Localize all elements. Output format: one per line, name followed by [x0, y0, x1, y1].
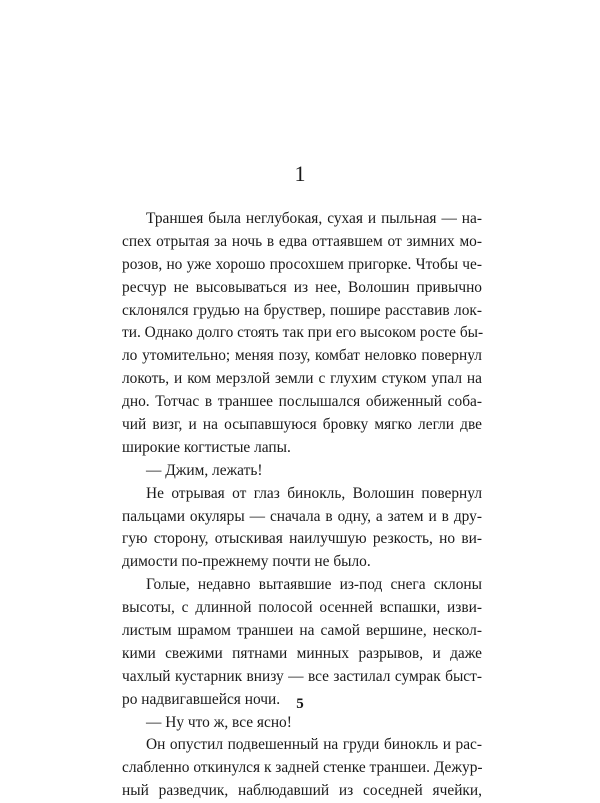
chapter-number: 1: [294, 161, 306, 186]
text-line: димости по-прежнему почти не было.: [122, 553, 371, 571]
text-line: слабленно откинулся к задней стенке траншеи. Дежур-: [122, 759, 483, 777]
text-line: — Джим, лежать!: [146, 461, 263, 479]
text-line: ро надвигавшейся ночи.: [122, 690, 281, 708]
text-line: Траншея была неглубокая, сухая и пыльная — на-: [146, 210, 482, 227]
text-line: ный разведчик, наблюдавший из соседней ячейки,: [122, 782, 482, 800]
page-number: 5: [296, 696, 304, 712]
text-line: широкие когтистые лапы.: [122, 438, 291, 456]
text-line: высоты, с длинной полосой осенней вспашки, изви-: [122, 599, 482, 617]
text-line: дно. Тотчас в траншее послышался обиженный соба-: [122, 393, 482, 411]
text-line: спех отрытая за ночь в едва оттаявшем от зимних мо-: [122, 232, 482, 250]
text-line: гую сторону, отыскивая наилучшую резкость, но ви-: [122, 530, 482, 548]
text-line: ресчур не высовываться из нее, Волошин привычно: [122, 278, 482, 296]
text-line: локоть, и ком мерзлой земли с глухим стуком упал на: [122, 370, 482, 388]
text-line: Голые, недавно вытаявшие из-под снега склоны: [146, 576, 482, 594]
text-line: Не отрывая от глаз бинокль, Волошин повернул: [146, 484, 482, 502]
text-line: чахлый кустарник внизу — все застилал сумрак быст-: [122, 667, 482, 685]
text-line: листым шрамом траншеи на самой вершине, нескол-: [122, 622, 482, 640]
text-line: пальцами окуляры — сначала в одну, а затем и в дру-: [122, 507, 482, 525]
text-line: склонялся грудью на бруствер, пошире расставив лок-: [122, 301, 482, 319]
text-line: чий визг, и на осыпавшуюся бровку мягко легли две: [122, 416, 482, 434]
text-line: розов, но уже хорошо просохшем пригорке. Чтобы че-: [122, 255, 482, 273]
text-line: ти. Однако долго стоять так при его высоком росте бы-: [122, 324, 484, 342]
text-line: кими свежими пятнами минных разрывов, и даже: [122, 644, 482, 662]
text-line: Он опустил подвешенный на груди бинокль и рас-: [146, 736, 482, 754]
text-line: ло утомительно; меняя позу, комбат неловко повернул: [122, 347, 482, 365]
text-line: — Ну что ж, все ясно!: [146, 713, 292, 731]
